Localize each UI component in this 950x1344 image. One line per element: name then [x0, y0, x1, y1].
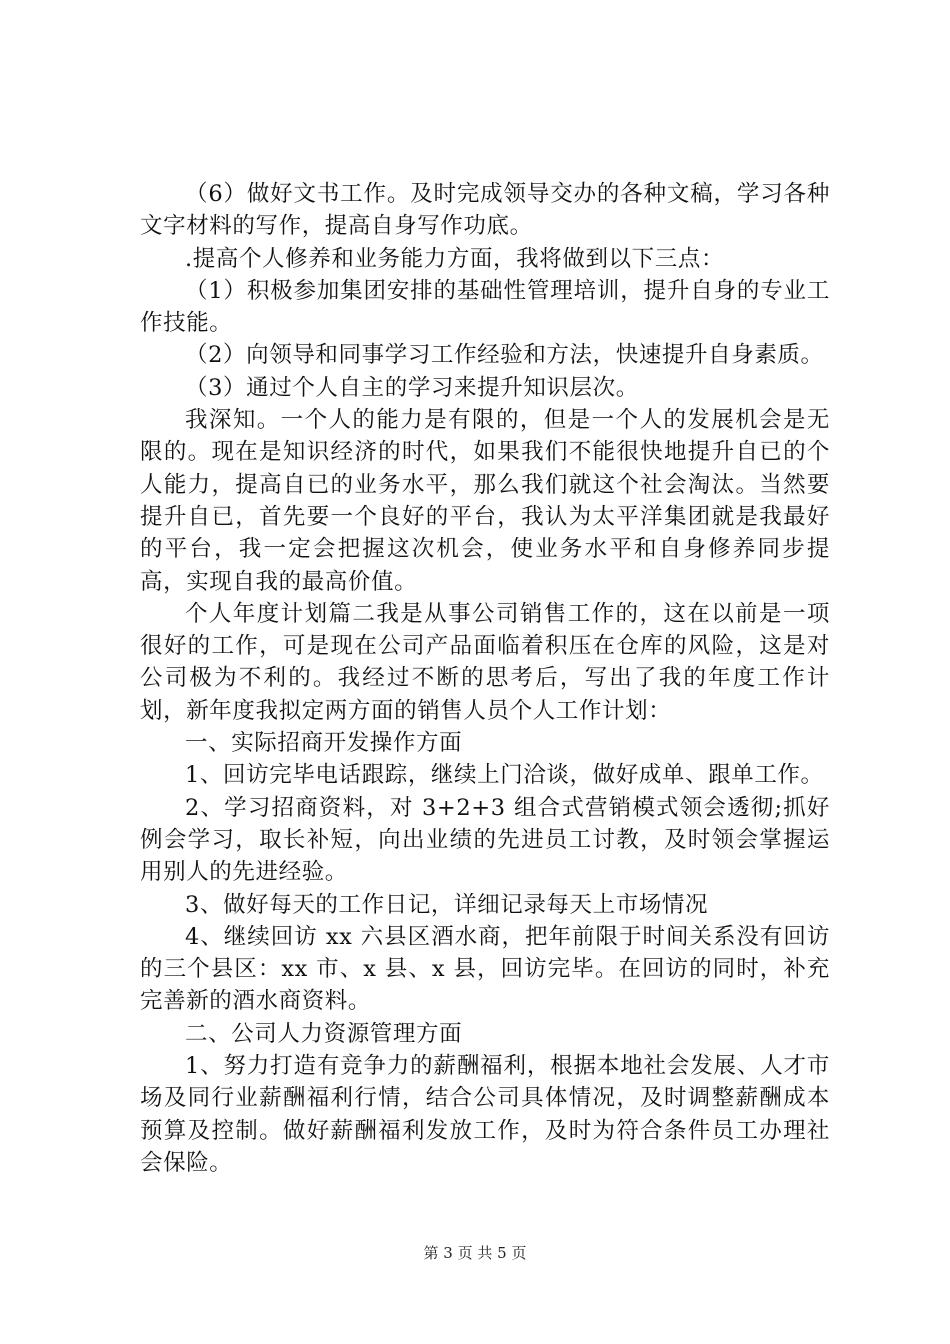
page-footer: 第 3 页 共 5 页: [423, 1244, 527, 1262]
document-body: [140, 178, 830, 1179]
paragraph: 4、继续回访 xx 六县区酒水商，把年前限于时间关系没有回访的三个县区：xx 市、x 县、x 县，回访完毕。在回访的同时，补充完善新的酒水商资料。: [140, 923, 830, 1015]
paragraph: 1、努力打造有竞争力的薪酬福利，根据本地社会发展、人才市场及同行业薪酬福利行情，结合公司具体情况，及时调整薪酬成本预算及控制。做好薪酬福利发放工作，及时为符合条件员工办理社会保险。: [140, 1053, 830, 1176]
paragraph: 我深知。一个人的能力是有限的，但是一个人的发展机会是无限的。现在是知识经济的时代，如果我们不能很快地提升自已的个人能力，提高自已的业务水平，那么我们就这个社会淘汰。当然要提升自已，首先要一个良好的平台，我认为太平洋集团就是我最好的平台，我一定会把握这次机会，使业务水平和自身修养同步提高，实现自我的最高价值。: [140, 407, 830, 595]
paragraph: （1）积极参加集团安排的基础性管理培训，提升自身的专业工作技能。: [140, 277, 830, 337]
paragraph: 一、实际招商开发操作方面: [185, 730, 463, 757]
paragraph: 1、回访完毕电话跟踪，继续上门洽谈，做好成单、跟单工作。: [185, 762, 824, 789]
paragraph: （2）向领导和同事学习工作经验和方法，快速提升自身素质。: [185, 342, 824, 369]
paragraph: 个人年度计划篇二我是从事公司销售工作的，这在以前是一项很好的工作，可是现在公司产品面临着积压在仓库的风险，这是对公司极为不利的。我经过不断的思考后，写出了我的年度工作计划，新年度我拟定两方面的销售人员个人工作计划：: [140, 600, 830, 724]
paragraph: .提高个人修养和业务能力方面，我将做到以下三点：: [185, 245, 725, 272]
paragraph: 3、做好每天的工作日记，详细记录每天上市场情况: [185, 891, 709, 918]
paragraph: （3）通过个人自主的学习来提升知识层次。: [185, 374, 639, 401]
paragraph: 2、学习招商资料，对 3+2+3 组合式营销模式领会透彻;抓好例会学习，取长补短，向出业绩的先进员工讨教，及时领会掌握运用别人的先进经验。: [140, 794, 830, 886]
paragraph: （6）做好文书工作。及时完成领导交办的各种文稿，学习各种文字材料的写作，提高自身写作功底。: [140, 181, 830, 240]
paragraph: 二、公司人力资源管理方面: [185, 1020, 463, 1047]
